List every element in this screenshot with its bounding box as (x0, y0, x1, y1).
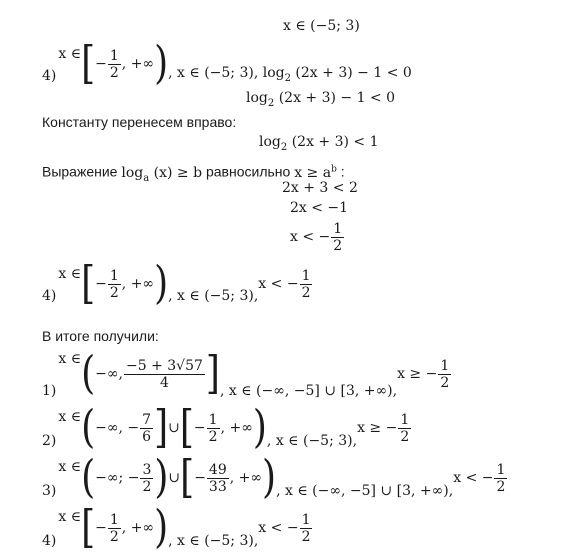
case-number: 4) (42, 533, 57, 549)
case-number: 4) (42, 288, 57, 304)
math-line-x-lt-half: x < − $\frac{1}{2}$ (290, 220, 343, 254)
fraction: $\frac{1}{2}$ (109, 47, 119, 81)
case-number: 3) (42, 483, 57, 499)
result-case-4: 4) x ∈ [ − $\frac{1}{2}$ , +∞ ) , x ∈ (−5; 3), x < − $\frac{1}{2}$ (42, 501, 311, 553)
math-line-2x-plus-3: 2x + 3 < 2 (282, 180, 358, 196)
math-case-4-first: 4) x ∈ [ − $\frac{1}{2}$ , +∞ ) , x ∈ (−5; 3), $\log_2 (2x + 3) - 1 < 0$ (42, 37, 412, 89)
math-line-2x-lt: 2x < −1 (290, 200, 349, 216)
result-case-3: 3) x ∈ ( −∞; − $\frac{3}{2}$ ) ∪ [ − $\frac{49}{33}$ , +∞ ) , x ∈ (−∞, −5] ∪ [3, +∞), x < − $\frac{1}{2}$ (42, 451, 506, 503)
text-move-constant: Константу перенесем вправо: (42, 114, 237, 130)
math-line-log-lt-1: $\log_2 (2x + 3) < 1$ (259, 134, 379, 153)
fraction: $\frac{1}{2}$ (333, 220, 343, 254)
text-result: В итоге получили: (42, 328, 159, 344)
result-case-2: 2) x ∈ ( −∞, − $\frac{7}{6}$ ] ∪ [ − $\frac{1}{2}$ , +∞ ) , x ∈ (−5; 3), x ≥ − $\frac{1}{2}$ (42, 401, 410, 453)
result-case-1: 1) x ∈ ( −∞, $\frac{-5 + 3√57}{4}$ ] , x ∈ (−∞, −5] ∪ [3, +∞), x ≥ − $\frac{1}{2}$ (42, 347, 450, 399)
left-bracket: [ (81, 37, 96, 89)
math-case-4-second: 4) x ∈ [ − $\frac{1}{2}$ , +∞ ) , x ∈ (−5; 3), x < − $\frac{1}{2}$ (42, 257, 311, 309)
text-equivalence: Выражение $\log_a (x) \ge b$ равносильно $x \ge a^b$ : (42, 163, 345, 184)
case-number: 2) (42, 433, 57, 449)
right-paren: ) (154, 37, 169, 89)
case-number: 1) (42, 383, 57, 399)
set-membership: x ∈ (58, 46, 82, 62)
case-number: 4) (42, 68, 57, 84)
condition-tail: , x ∈ (−5; 3), $\log_2 (2x + 3) - 1 < 0$ (168, 65, 412, 84)
math-line-log-ineq: $\log_2 (2x + 3) - 1 < 0$ (246, 90, 396, 109)
math-line-x-interval: x ∈ (−5; 3) (283, 18, 360, 34)
